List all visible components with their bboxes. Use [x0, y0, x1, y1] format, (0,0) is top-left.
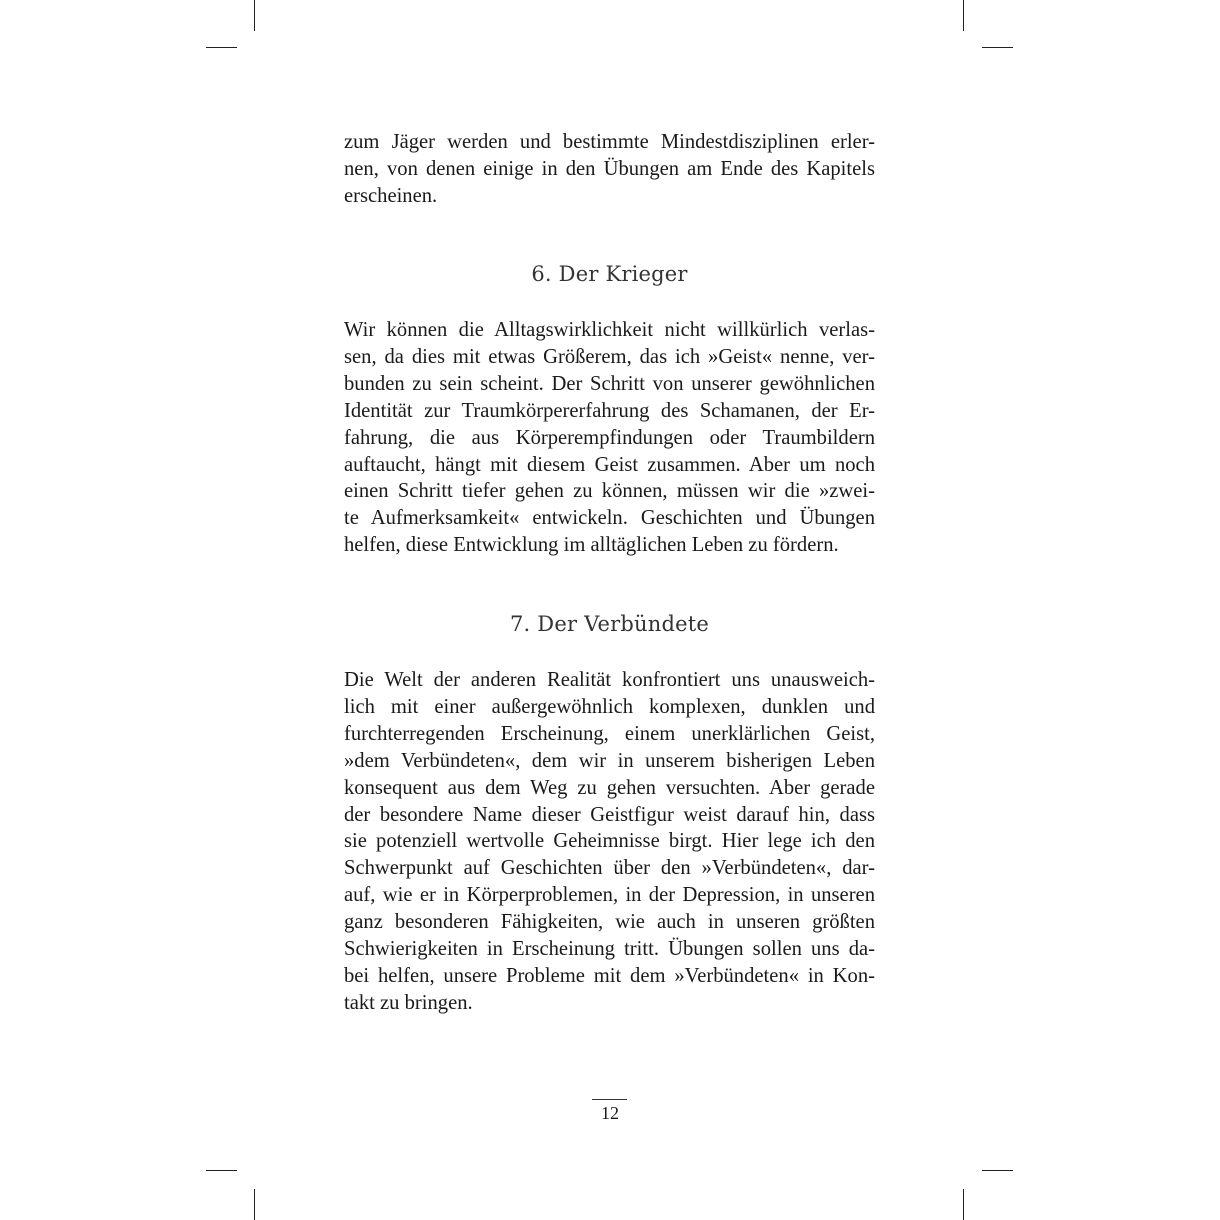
text-line: konsequent aus dem Weg zu gehen versuchten. Aber gerade: [344, 776, 875, 799]
crop-mark-top-right-vertical: [963, 0, 964, 31]
crop-mark-top-right-horizontal: [982, 47, 1013, 48]
intro-paragraph: [344, 129, 875, 210]
section-heading-verbuendete: 7. Der Verbündete: [509, 612, 710, 636]
crop-mark-bottom-right-horizontal: [982, 1170, 1013, 1171]
text-line: fahrung, die aus Körperempfindungen oder Traumbildern: [344, 426, 875, 449]
section-6-paragraph: [344, 317, 875, 559]
text-line: Schwierigkeiten in Erscheinung tritt. Übungen sollen uns da-: [344, 938, 875, 961]
text-line: lich mit einer außergewöhnlich komplexen, dunklen und: [344, 695, 875, 718]
page-number-rule: [592, 1099, 627, 1100]
text-line: sen, da dies mit etwas Größerem, das ich »Geist« nenne, ver-: [344, 345, 875, 368]
text-line: Wir können die Alltagswirklichkeit nicht willkürlich verlas-: [344, 319, 875, 341]
text-line: takt zu bringen.: [344, 991, 473, 1014]
text-line: furchterregenden Erscheinung, einem unerklärlichen Geist,: [344, 722, 875, 745]
crop-mark-bottom-left-vertical: [254, 1189, 255, 1220]
crop-mark-bottom-left-horizontal: [206, 1170, 237, 1171]
text-line: sie potenziell wertvolle Geheimnisse birgt. Hier lege ich den: [344, 830, 875, 853]
text-line: Identität zur Traumkörpererfahrung des Schamanen, der Er-: [344, 399, 875, 422]
text-line: der besondere Name dieser Geistfigur weist darauf hin, dass: [344, 803, 875, 826]
text-line: bei helfen, unsere Probleme mit dem »Verbündeten« in Kon-: [344, 964, 875, 987]
text-line: ganz besonderen Fähigkeiten, wie auch in unseren größten: [344, 911, 875, 934]
section-7-paragraph: [344, 667, 875, 1017]
page-number: 12: [601, 1103, 619, 1123]
text-line: bunden zu sein scheint. Der Schritt von unserer gewöhnlichen: [344, 372, 875, 395]
text-line: Schwerpunkt auf Geschichten über den »Verbündeten«, dar-: [344, 857, 875, 880]
text-line: nen, von denen einige in den Übungen am Ende des Kapitels: [344, 157, 875, 180]
text-line: helfen, diese Entwicklung im alltäglichen Leben zu fördern.: [344, 534, 839, 557]
text-line: auf, wie er in Körperproblemen, in der Depression, in unseren: [344, 884, 875, 907]
text-line: erscheinen.: [344, 184, 438, 207]
text-line: »dem Verbündeten«, dem wir in unserem bisherigen Leben: [344, 749, 875, 772]
crop-mark-top-left-vertical: [254, 0, 255, 31]
text-line: te Aufmerksamkeit« entwickeln. Geschichten und Übungen: [344, 507, 875, 530]
crop-mark-top-left-horizontal: [206, 47, 237, 48]
text-line: einen Schritt tiefer gehen zu können, müssen wir die »zwei-: [344, 480, 875, 503]
section-heading-krieger: 6. Der Krieger: [531, 262, 688, 286]
text-line: zum Jäger werden und bestimmte Mindestdisziplinen erler-: [344, 131, 875, 153]
text-line: Die Welt der anderen Realität konfrontiert uns unausweich-: [344, 669, 875, 691]
text-line: auftaucht, hängt mit diesem Geist zusammen. Aber um noch: [344, 453, 875, 476]
crop-mark-bottom-right-vertical: [963, 1189, 964, 1220]
